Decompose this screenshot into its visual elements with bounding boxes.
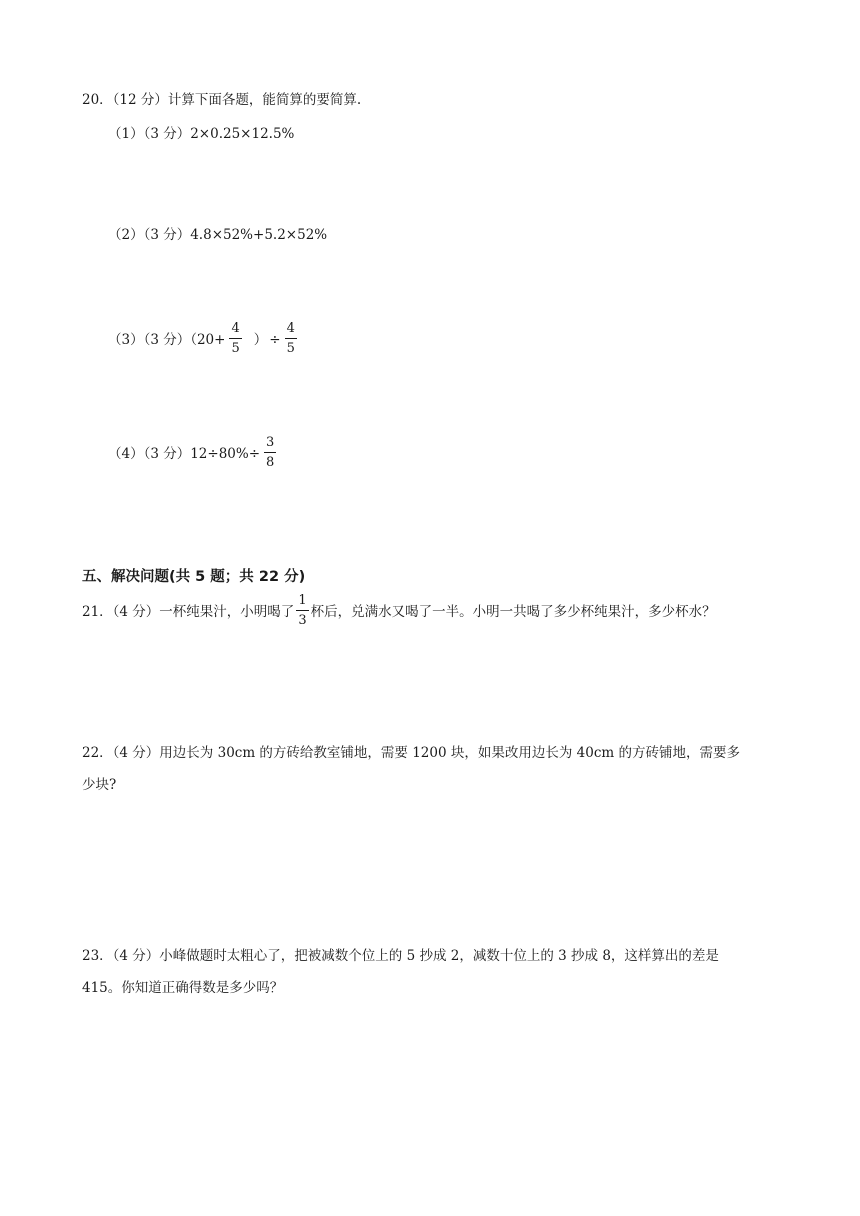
question-20-heading: 20．（12 分）计算下面各题，能简算的要简算. xyxy=(82,92,362,108)
question-20-part-4 xyxy=(108,432,280,476)
fraction-numerator: 3 xyxy=(264,436,276,453)
part-3-prefix: （3）（3 分）（20+ xyxy=(108,332,226,348)
fraction-denominator: 3 xyxy=(298,613,307,628)
fraction-three-eighths xyxy=(264,436,276,469)
part-3-close-paren: ） xyxy=(253,332,268,348)
question-20-part-3 xyxy=(108,318,301,362)
fraction-numerator: 4 xyxy=(285,322,297,339)
question-21-suffix: 杯后，兑满水又喝了一半。小明一共喝了多少杯纯果汁，多少杯水？ xyxy=(310,604,716,620)
question-20-part-2: （2）（3 分）4.8×52%+5.2×52% xyxy=(108,227,328,243)
question-21-prefix: 21．（4 分）一杯纯果汁，小明喝了 xyxy=(82,604,295,620)
question-20-part-1: （1）（3 分）2×0.25×12.5% xyxy=(108,126,295,142)
question-23-line-1: 23．（4 分）小峰做题时太粗心了，把被减数个位上的 5 抄成 2，减数十位上的 3 抄成 8，这样算出的差是 xyxy=(82,948,719,964)
part-4-prefix: （4）（3 分）12÷80%÷ xyxy=(108,446,261,462)
fraction-numerator: 4 xyxy=(229,322,241,339)
section-5-title: 五、解决问题(共 5 题；共 22 分) xyxy=(82,569,306,585)
question-21 xyxy=(82,590,716,634)
fraction-denominator: 5 xyxy=(286,341,295,356)
question-22-line-1: 22．（4 分）用边长为 30cm 的方砖给教室铺地，需要 1200 块，如果改用边长为 40cm 的方砖铺地，需要多 xyxy=(82,745,740,761)
fraction-one-third xyxy=(296,594,308,627)
fraction-denominator: 5 xyxy=(231,341,240,356)
part-3-divide-sign: ÷ xyxy=(269,332,281,348)
fraction-four-fifths-1 xyxy=(229,322,241,355)
fraction-denominator: 8 xyxy=(266,455,275,470)
fraction-four-fifths-2 xyxy=(285,322,297,355)
question-23-line-2: 415。你知道正确得数是多少吗？ xyxy=(82,980,284,996)
fraction-numerator: 1 xyxy=(296,594,308,611)
question-22-line-2: 少块? xyxy=(82,777,117,793)
